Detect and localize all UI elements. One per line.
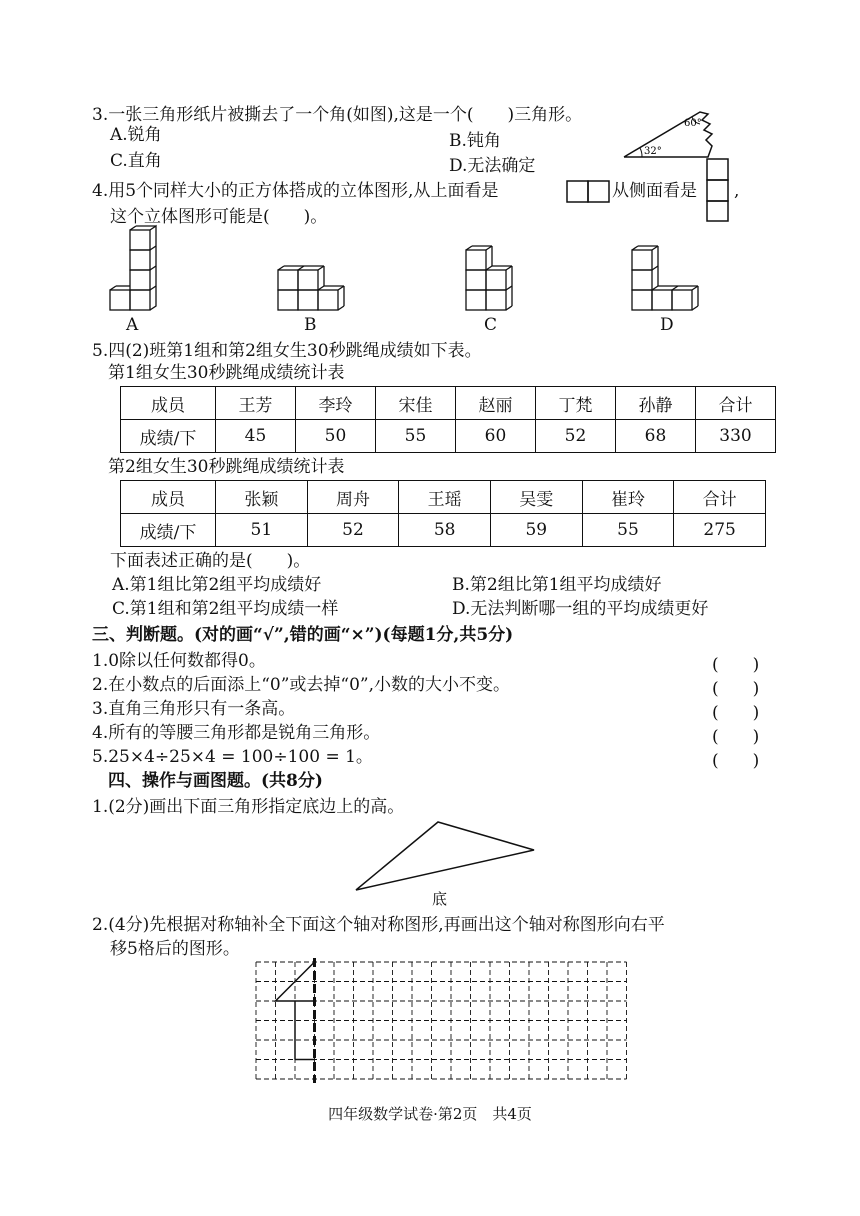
- judge-item-4: 4.所有的等腰三角形都是锐角三角形。: [92, 723, 381, 743]
- cube-label-b: B: [304, 315, 317, 335]
- table-cell: 成员: [121, 481, 216, 514]
- judge-item-5: 5.25×4÷25×4 = 100÷100 = 1。: [92, 747, 373, 767]
- triangle-figure[interactable]: [350, 818, 540, 898]
- q5-stem: 5.四(2)班第1组和第2组女生30秒跳绳成绩如下表。: [92, 341, 482, 361]
- q5-question: 下面表述正确的是( )。: [110, 551, 311, 571]
- table-cell: 合计: [696, 387, 776, 420]
- angle-label-60: 60°: [684, 118, 702, 129]
- q3-option-d: D.无法确定: [449, 156, 536, 176]
- cube-figure-d: [630, 246, 702, 316]
- table-cell: 张颖: [216, 481, 308, 514]
- table-cell: 60: [456, 420, 536, 453]
- table-cell: 55: [376, 420, 456, 453]
- q5-option-d: D.无法判断哪一组的平均成绩更好: [452, 599, 709, 619]
- table-cell: 55: [582, 514, 674, 547]
- table2-header-row: [121, 481, 766, 514]
- table-cell: 崔玲: [582, 481, 674, 514]
- q5-option-a: A.第1组比第2组平均成绩好: [112, 575, 322, 595]
- q3-option-b: B.钝角: [449, 131, 501, 151]
- torn-triangle-figure: [622, 104, 722, 160]
- q4-stem-part1: 4.用5个同样大小的正方体搭成的立体图形,从上面看是: [92, 181, 499, 201]
- cube-figure-b: [276, 264, 348, 316]
- table-cell: 王芳: [216, 387, 296, 420]
- table-cell: 52: [307, 514, 399, 547]
- table-cell: 59: [490, 514, 582, 547]
- q5-option-c: C.第1组和第2组平均成绩一样: [112, 599, 339, 619]
- judge-item-3: 3.直角三角形只有一条高。: [92, 699, 296, 719]
- section4-q1: 1.(2分)画出下面三角形指定底边上的高。: [92, 797, 405, 817]
- table-cell: 330: [696, 420, 776, 453]
- angle-label-32: 32°: [644, 146, 662, 157]
- table1: [120, 386, 776, 453]
- judge-item-1: 1.0除以任何数都得0。: [92, 651, 266, 671]
- section4-q2-line1: 2.(4分)先根据对称轴补全下面这个轴对称图形,再画出这个轴对称图形向右平: [92, 915, 665, 935]
- judge-item-2: 2.在小数点的后面添上“0”或去掉“0”,小数的大小不变。: [92, 675, 511, 695]
- answer-paren[interactable]: ( ): [712, 679, 760, 699]
- table-cell: 成员: [121, 387, 216, 420]
- answer-paren[interactable]: ( ): [712, 703, 760, 723]
- section3-title: 三、判断题。(对的画“√”,错的画“×”)(每题1分,共5分): [92, 625, 514, 645]
- table-cell: 王瑶: [399, 481, 491, 514]
- base-label: 底: [432, 890, 448, 908]
- section4-title: 四、操作与画图题。(共8分): [108, 771, 323, 791]
- answer-paren[interactable]: ( ): [712, 751, 760, 771]
- table-cell: 50: [296, 420, 376, 453]
- table-cell: 李玲: [296, 387, 376, 420]
- table-cell: 成绩/下: [121, 514, 216, 547]
- table-cell: 周舟: [307, 481, 399, 514]
- cube-label-d: D: [660, 315, 674, 335]
- table-cell: 吴雯: [490, 481, 582, 514]
- table-cell: 孙静: [616, 387, 696, 420]
- table2-title: 第2组女生30秒跳绳成绩统计表: [108, 457, 345, 477]
- table-cell: 58: [399, 514, 491, 547]
- q3-stem: 3.一张三角形纸片被撕去了一个角(如图),这是一个( )三角形。: [92, 105, 583, 125]
- table-cell: 宋佳: [376, 387, 456, 420]
- top-view-icon: [566, 180, 610, 204]
- table-cell: 合计: [674, 481, 766, 514]
- table2: [120, 480, 766, 547]
- q4-stem-line2: 这个立体图形可能是( )。: [110, 207, 328, 227]
- table1-data-row: [121, 420, 776, 453]
- answer-paren[interactable]: ( ): [712, 727, 760, 747]
- table-cell: 成绩/下: [121, 420, 216, 453]
- table1-header-row: [121, 387, 776, 420]
- answer-paren[interactable]: ( ): [712, 655, 760, 675]
- drawing-grid[interactable]: [252, 958, 632, 1086]
- table-cell: 275: [674, 514, 766, 547]
- cube-figure-a: [108, 228, 160, 316]
- table-cell: 赵丽: [456, 387, 536, 420]
- table-cell: 丁梵: [536, 387, 616, 420]
- q5-option-b: B.第2组比第1组平均成绩好: [452, 575, 662, 595]
- table-cell: 52: [536, 420, 616, 453]
- table2-data-row: [121, 514, 766, 547]
- cube-label-c: C: [484, 315, 498, 335]
- cube-figure-c: [464, 246, 520, 316]
- q3-option-a: A.锐角: [110, 125, 162, 145]
- table-cell: 68: [616, 420, 696, 453]
- section4-q2-line2: 移5格后的图形。: [110, 939, 240, 959]
- q3-option-c: C.直角: [110, 151, 162, 171]
- side-view-icon: [706, 158, 730, 222]
- q4-stem-part2: 从侧面看是: [612, 181, 697, 201]
- table1-title: 第1组女生30秒跳绳成绩统计表: [108, 363, 345, 383]
- table-cell: 51: [216, 514, 308, 547]
- table-cell: 45: [216, 420, 296, 453]
- cube-label-a: A: [126, 315, 139, 335]
- page-footer: 四年级数学试卷·第2页 共4页: [328, 1105, 532, 1123]
